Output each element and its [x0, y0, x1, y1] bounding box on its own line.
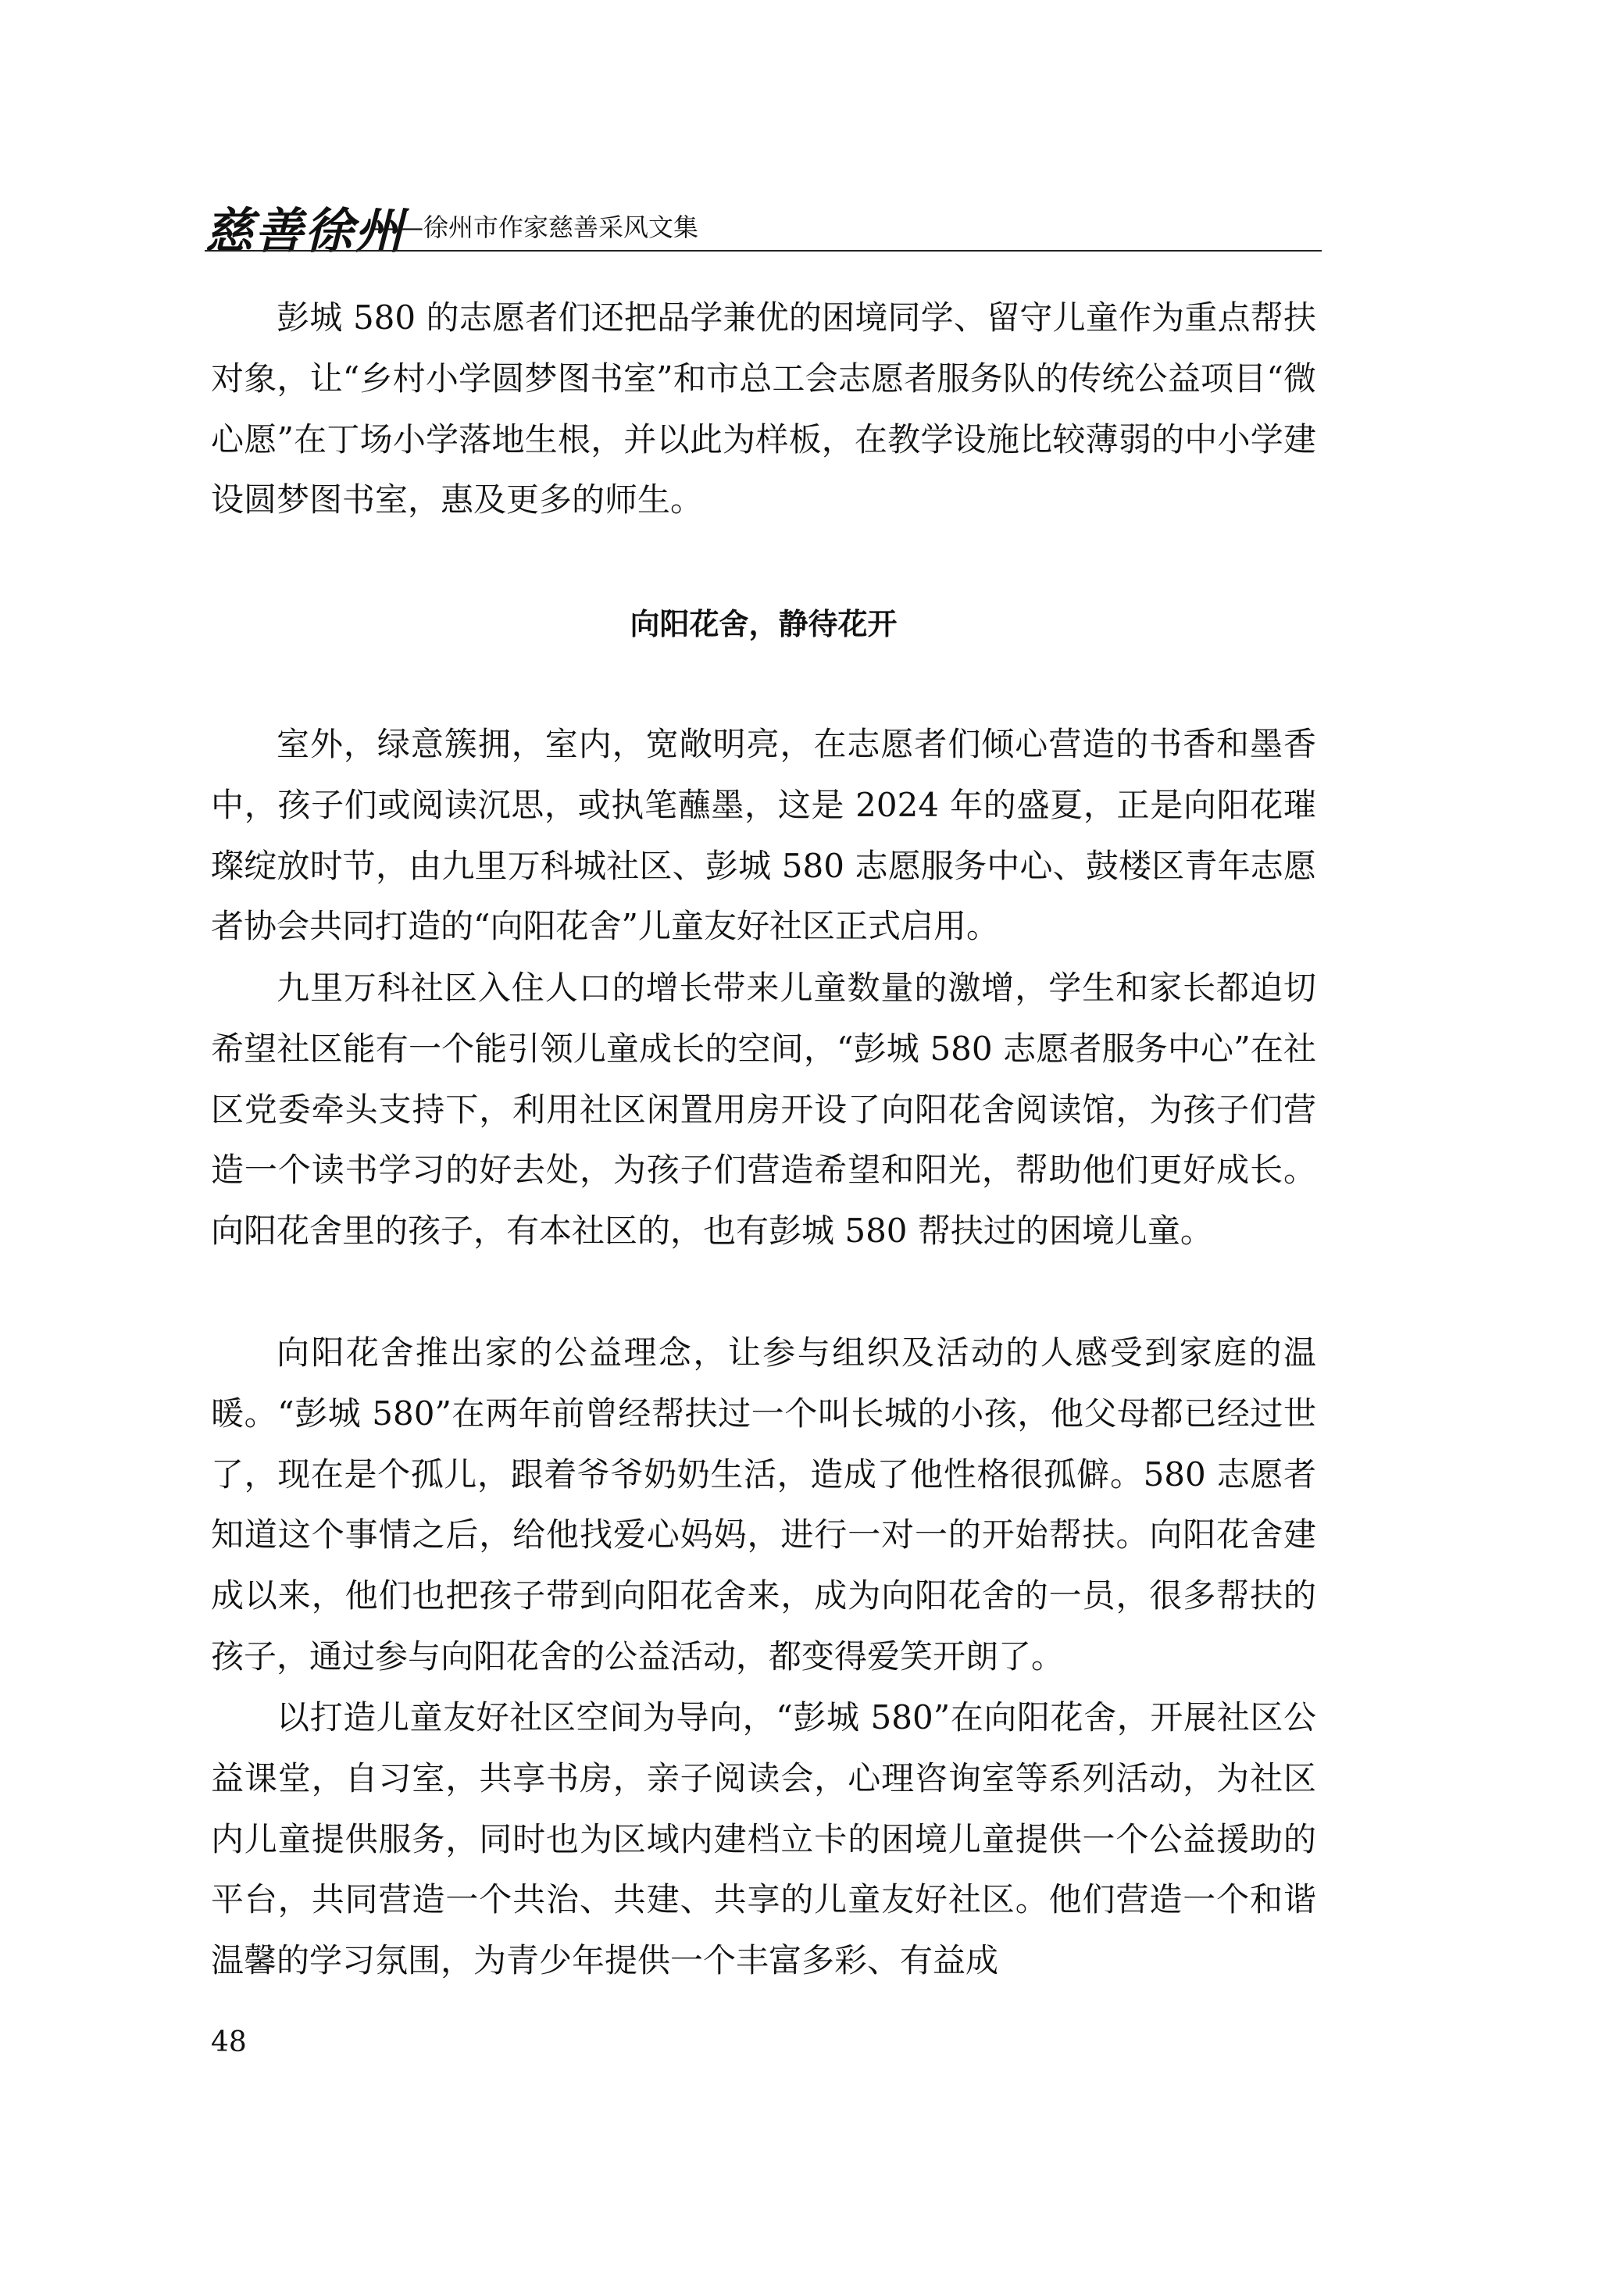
header-rule [205, 250, 1322, 252]
paragraph-5: 以打造儿童友好社区空间为导向，“彭城 580”在向阳花舍，开展社区公益课堂，自习室，共享书房，亲子阅读会，心理咨询室等系列活动，为社区内儿童提供服务，同时也为区域内建档立卡的困境儿童提供一个公益援助的平台，共同营造一个共治、共建、共享的儿童友好社区。他们营造一个和谐温馨的学习氛围，为青少年提供一个丰富多彩、有益成 [211, 1698, 1316, 1980]
section-title: 向阳花舍，静待花开 [630, 607, 898, 641]
header-subtitle: ——徐州市作家慈善采风文集 [373, 212, 699, 242]
paragraph-2: 室外，绿意簇拥，室内，宽敞明亮，在志愿者们倾心营造的书香和墨香中，孩子们或阅读沉思，或执笔蘸墨，这是 2024 年的盛夏，正是向阳花璀璨绽放时节，由九里万科城社区、彭城 580 志愿服务中心、鼓楼区青年志愿者协会共同打造的“向阳花舍”儿童友好社区正式启用。 [211, 725, 1316, 946]
page-number: 48 [211, 2026, 247, 2058]
paragraph-4: 向阳花舍推出家的公益理念，让参与组织及活动的人感受到家庭的温暖。“彭城 580”在两年前曾经帮扶过一个叫长城的小孩，他父母都已经过世了，现在是个孤儿，跟着爷爷奶奶生活，造成了他性格很孤僻。580 志愿者知道这个事情之后，给他找爱心妈妈，进行一对一的开始帮扶。向阳花舍建成以来，他们也把孩子带到向阳花舍来，成为向阳花舍的一员，很多帮扶的孩子，通过参与向阳花舍的公益活动，都变得爱笑开朗了。 [211, 1333, 1316, 1676]
paragraph-1: 彭城 580 的志愿者们还把品学兼优的困境同学、留守儿童作为重点帮扶对象，让“乡村小学圆梦图书室”和市总工会志愿者服务队的传统公益项目“微心愿”在丁场小学落地生根，并以此为样板，在教学设施比较薄弱的中小学建设圆梦图书室，惠及更多的师生。 [211, 298, 1316, 519]
header-logo: 慈善徐州 [205, 202, 405, 259]
paragraph-3: 九里万科社区入住人口的增长带来儿童数量的激增，学生和家长都迫切希望社区能有一个能引领儿童成长的空间，“彭城 580 志愿者服务中心”在社区党委牵头支持下，利用社区闲置用房开设了向阳花舍阅读馆，为孩子们营造一个读书学习的好去处，为孩子们营造希望和阳光，帮助他们更好成长。向阳花舍里的孩子，有本社区的，也有彭城 580 帮扶过的困境儿童。 [211, 969, 1316, 1251]
